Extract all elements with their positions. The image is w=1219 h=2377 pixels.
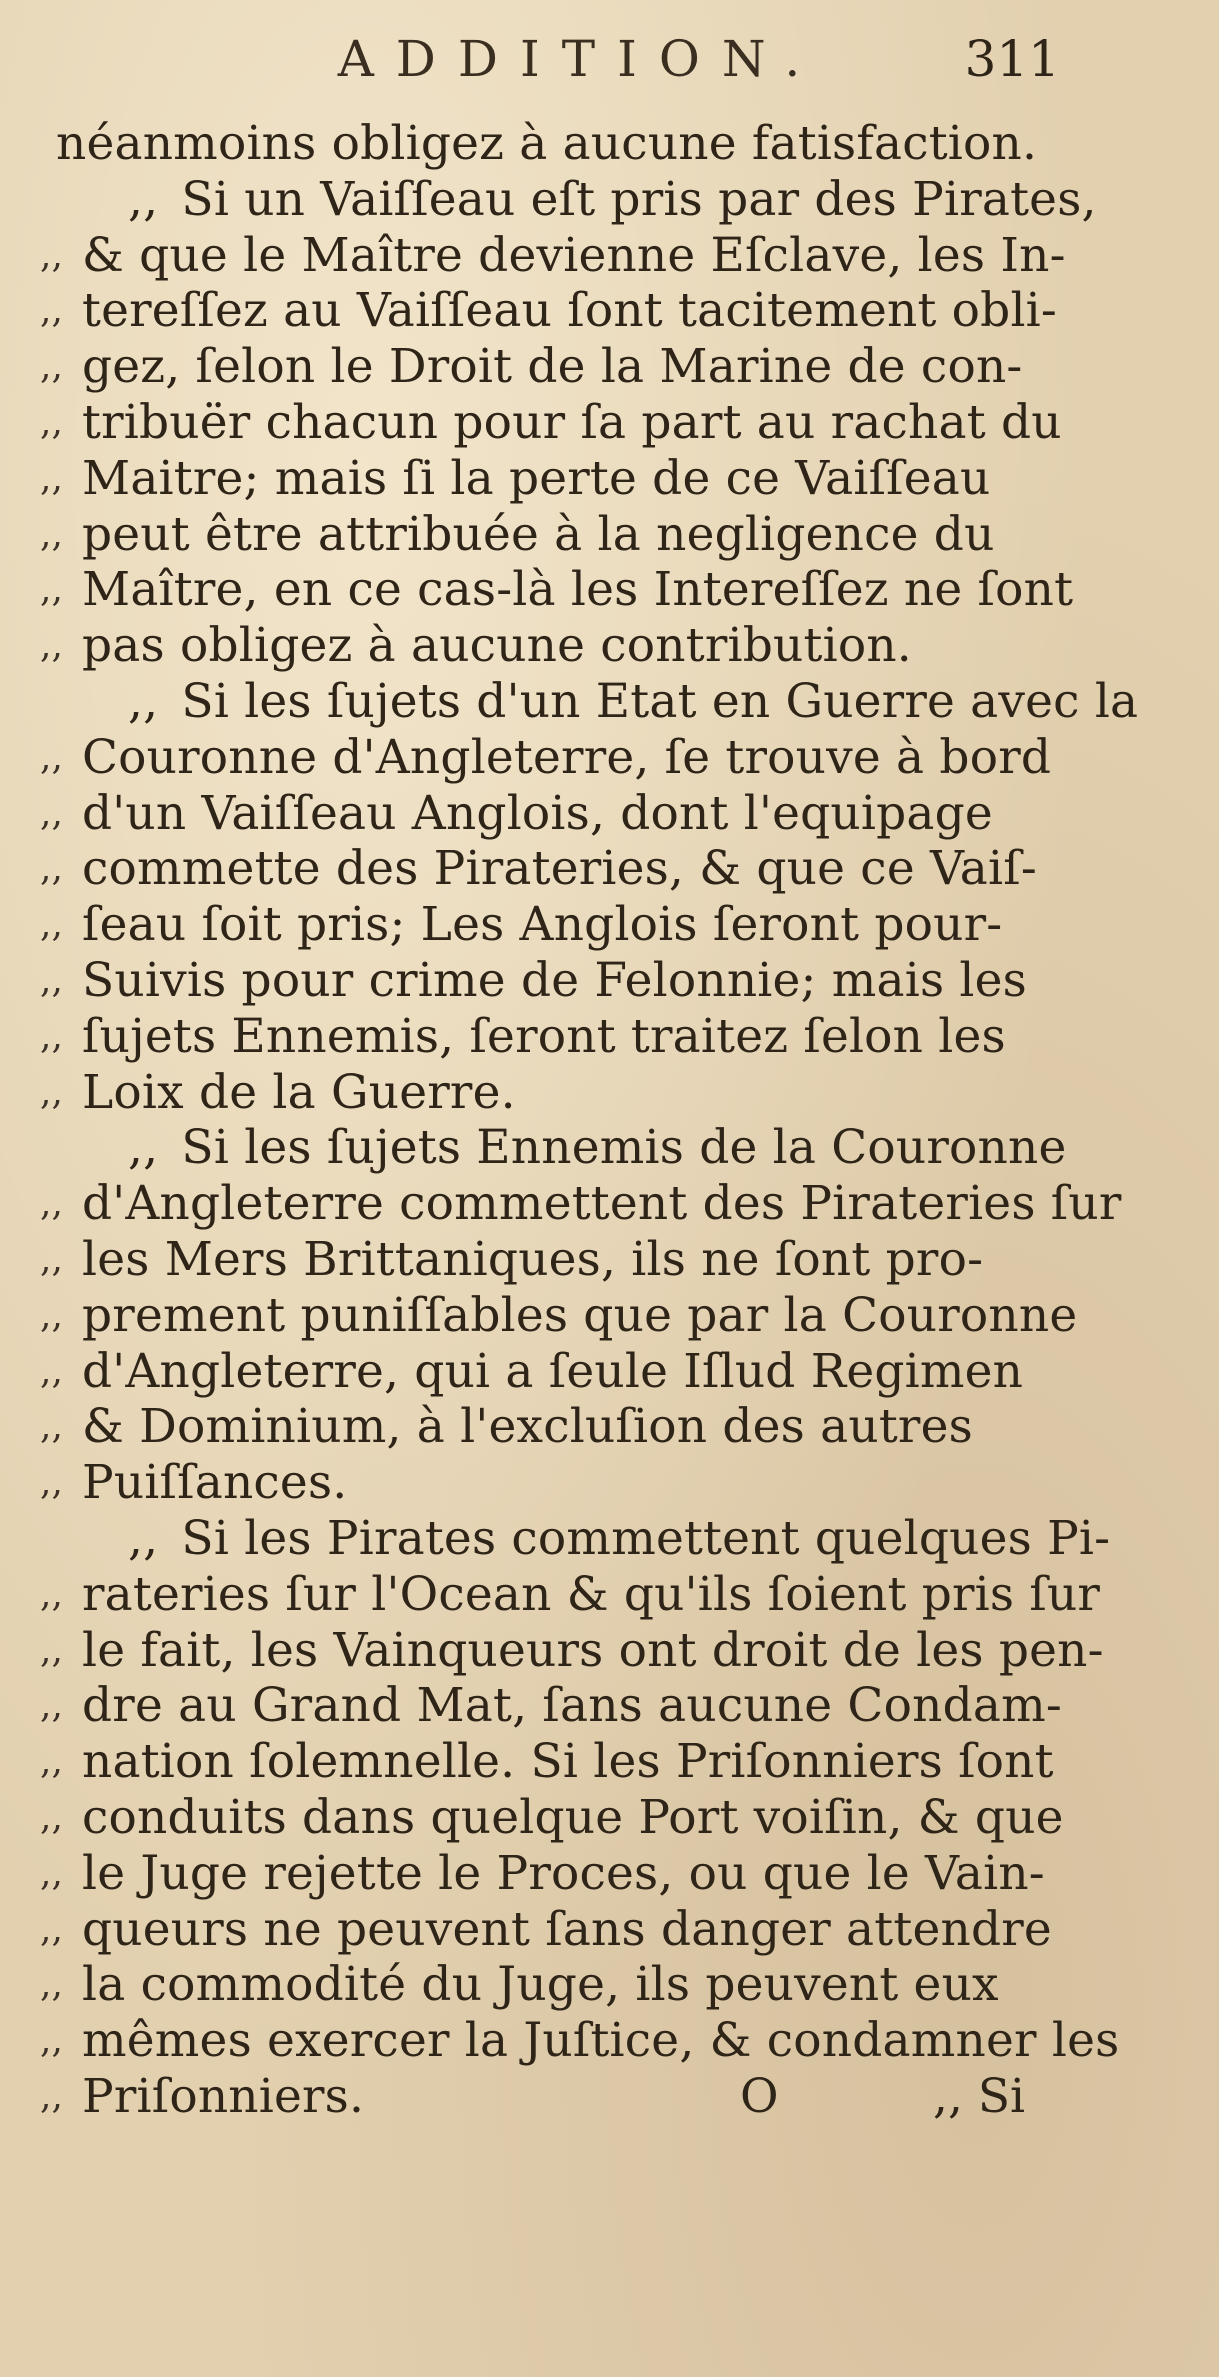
quote-mark: ,,	[40, 457, 63, 499]
line-content: néanmoins obligez à aucune fatisfaction.	[56, 116, 1038, 171]
line-content: dre au Grand Mat, ſans aucune Condam-	[82, 1678, 1062, 1734]
text-line	[40, 118, 1150, 174]
line-text	[82, 1845, 1045, 1901]
line-text	[82, 1064, 516, 1120]
text-line	[40, 1959, 1150, 2015]
quote-mark: ,,	[40, 625, 63, 667]
line-text	[82, 1566, 1101, 1622]
line-text	[82, 899, 1002, 951]
line-content: prement puniſſables que par la Couronne	[82, 1287, 1078, 1343]
text-line	[40, 620, 1150, 676]
page-header	[200, 30, 1060, 100]
page-body	[40, 118, 1150, 2127]
line-content: Couronne d'Angleterre, ſe trouve à bord	[82, 729, 1052, 785]
text-line	[40, 673, 1150, 732]
text-line	[40, 1064, 1150, 1123]
line-content: Si les ſujets d'un Etat en Guerre avec la	[181, 673, 1139, 729]
quote-mark: ,,	[40, 792, 63, 834]
quote-mark: ,,	[40, 904, 63, 946]
line-text	[82, 729, 1052, 785]
line-text	[82, 2015, 1119, 2067]
line-text	[82, 1959, 999, 2011]
text-line	[40, 1457, 1150, 1513]
line-content: tribuër chacun pour ſa part au rachat du	[82, 394, 1062, 450]
text-line	[40, 1008, 1150, 1067]
quote-mark: ,,	[40, 1741, 63, 1783]
text-line	[40, 450, 1150, 509]
line-content: pas obligez à aucune contribution.	[82, 618, 912, 674]
text-line	[40, 285, 1150, 341]
text-line	[40, 506, 1150, 565]
line-content: d'Angleterre commettent des Pirateries ſur	[82, 1176, 1122, 1232]
line-content: Si les ſujets Ennemis de la Couronne	[181, 1120, 1067, 1176]
quote-mark: ,,	[40, 2075, 63, 2117]
quote-mark: ,,	[40, 1629, 63, 1671]
quote-mark: ,,	[40, 1908, 63, 1950]
line-text	[128, 673, 1139, 729]
text-line	[40, 1736, 1150, 1792]
quote-mark: ,,	[40, 1071, 63, 1113]
line-text	[82, 1680, 1062, 1732]
line-text	[128, 171, 1097, 227]
text-line	[40, 843, 1150, 899]
text-line	[40, 1178, 1150, 1234]
text-line	[40, 1510, 1150, 1569]
line-text	[56, 118, 1037, 170]
line-content: Priſonniers.	[82, 2068, 365, 2124]
line-text	[82, 620, 912, 672]
quote-mark: ,,	[40, 2020, 63, 2062]
text-line	[40, 952, 1150, 1011]
text-line	[40, 899, 1150, 955]
line-text	[82, 341, 1023, 393]
text-line	[40, 729, 1150, 788]
line-content: Si les Pirates commettent quelques Pi-	[181, 1510, 1111, 1566]
line-text	[82, 1401, 973, 1453]
text-line	[40, 1343, 1150, 1402]
line-content: commette des Pirateries, & que ce Vaiſ-	[82, 841, 1037, 897]
line-content: rateries ſur l'Ocean & qu'ils ſoient pris ſur	[82, 1566, 1101, 1622]
line-content: les Mers Brittaniques, ils ne ſont pro-	[82, 1231, 984, 1287]
line-text	[82, 1457, 347, 1509]
text-line	[40, 785, 1150, 844]
signature-mark: O	[740, 2068, 779, 2124]
line-text	[82, 506, 995, 562]
text-line	[40, 341, 1150, 397]
line-text	[82, 394, 1062, 450]
line-content: & Dominium, à l'excluſion des autres	[82, 1399, 973, 1455]
text-line	[40, 564, 1150, 620]
line-content: gez, ſelon le Droit de la Marine de con-	[82, 339, 1023, 395]
line-text	[82, 1622, 1104, 1678]
quote-mark: ,,	[40, 569, 63, 611]
line-text	[82, 227, 1066, 283]
text-line	[40, 2068, 1150, 2127]
text-line	[40, 1789, 1150, 1848]
line-text	[82, 1178, 1122, 1230]
line-content: ſujets Ennemis, ſeront traitez ſelon les	[82, 1008, 1006, 1064]
line-content: le fait, les Vainqueurs ont droit de les pen-	[82, 1622, 1104, 1678]
line-content: Puiſſances.	[82, 1455, 348, 1511]
line-content: d'Angleterre, qui a ſeule Iſlud Regimen	[82, 1343, 1024, 1399]
line-text	[82, 1008, 1006, 1064]
line-content: Maître, en ce cas-là les Intereſſez ne ſont	[82, 562, 1074, 618]
quote-mark: ,,	[40, 1796, 63, 1838]
line-text	[82, 285, 1057, 337]
line-text	[82, 1736, 1054, 1788]
paragraph-quote-mark: ,,	[128, 673, 174, 729]
line-content: nation ſolemnelle. Si les Priſonniers ſont	[82, 1734, 1054, 1790]
quote-mark: ,,	[40, 1685, 63, 1727]
quote-mark: ,,	[40, 290, 63, 332]
paragraph-quote-mark: ,,	[128, 1120, 174, 1176]
quote-mark: ,,	[40, 1462, 63, 1504]
quote-mark: ,,	[40, 848, 63, 890]
text-line	[40, 1231, 1150, 1290]
line-content: & que le Maître devienne Eſclave, les In-	[82, 227, 1066, 283]
line-text	[82, 2068, 365, 2124]
line-text	[82, 952, 1027, 1008]
text-line	[40, 1680, 1150, 1736]
line-text	[82, 564, 1073, 616]
line-content: Loix de la Guerre.	[82, 1064, 516, 1120]
line-text	[82, 450, 991, 506]
text-line	[40, 171, 1150, 230]
text-line	[40, 1622, 1150, 1681]
quote-mark: ,,	[40, 234, 63, 276]
line-content: Suivis pour crime de Felonnie; mais les	[82, 952, 1027, 1008]
line-content: le Juge rejette le Proces, ou que le Vain-	[82, 1845, 1045, 1901]
text-line	[40, 394, 1150, 453]
quote-mark: ,,	[40, 1015, 63, 1057]
text-line	[40, 1401, 1150, 1457]
line-content: Si un Vaiſſeau eſt pris par des Pirates,	[181, 171, 1097, 227]
quote-mark: ,,	[40, 1294, 63, 1336]
line-text	[128, 1122, 1067, 1174]
line-content: Maitre; mais ſi la perte de ce Vaiſſeau	[82, 450, 991, 506]
line-content: tereſſez au Vaiſſeau ſont tacitement obli-	[82, 283, 1057, 339]
text-line	[40, 1566, 1150, 1625]
paragraph-quote-mark: ,,	[128, 171, 174, 227]
running-head: ADDITION.	[337, 30, 823, 88]
text-line	[40, 1122, 1150, 1178]
text-line	[40, 2015, 1150, 2071]
quote-mark: ,,	[40, 1852, 63, 1894]
line-content: peut être attribuée à la negligence du	[82, 506, 995, 562]
line-text	[82, 785, 993, 841]
line-text	[82, 1789, 1064, 1845]
line-content: queurs ne peuvent ſans danger attendre	[82, 1901, 1052, 1957]
line-content: ſeau ſoit pris; Les Anglois ſeront pour-	[82, 897, 1003, 953]
line-text	[82, 1343, 1024, 1399]
line-text	[82, 1231, 984, 1287]
quote-mark: ,,	[40, 1350, 63, 1392]
paragraph-quote-mark: ,,	[128, 1510, 174, 1566]
page-number: 311	[964, 30, 1060, 88]
text-line	[40, 1901, 1150, 1960]
line-content: conduits dans quelque Port voiſin, & que	[82, 1789, 1064, 1845]
quote-mark: ,,	[40, 959, 63, 1001]
quote-mark: ,,	[40, 346, 63, 388]
catchword: ,, Si	[933, 2068, 1026, 2124]
line-text	[82, 1901, 1052, 1957]
quote-mark: ,,	[40, 736, 63, 778]
quote-mark: ,,	[40, 401, 63, 443]
quote-mark: ,,	[40, 1964, 63, 2006]
line-text	[82, 1287, 1078, 1343]
quote-mark: ,,	[40, 1183, 63, 1225]
text-line	[40, 227, 1150, 286]
quote-mark: ,,	[40, 1406, 63, 1448]
quote-mark: ,,	[40, 1573, 63, 1615]
line-content: d'un Vaiſſeau Anglois, dont l'equipage	[82, 785, 993, 841]
quote-mark: ,,	[40, 1238, 63, 1280]
line-content: mêmes exercer la Juſtice, & condamner les	[82, 2013, 1120, 2069]
quote-mark: ,,	[40, 513, 63, 555]
text-line	[40, 1287, 1150, 1346]
line-content: la commodité du Juge, ils peuvent eux	[82, 1957, 999, 2013]
line-text	[128, 1510, 1111, 1566]
line-text	[82, 843, 1037, 895]
text-line	[40, 1845, 1150, 1904]
